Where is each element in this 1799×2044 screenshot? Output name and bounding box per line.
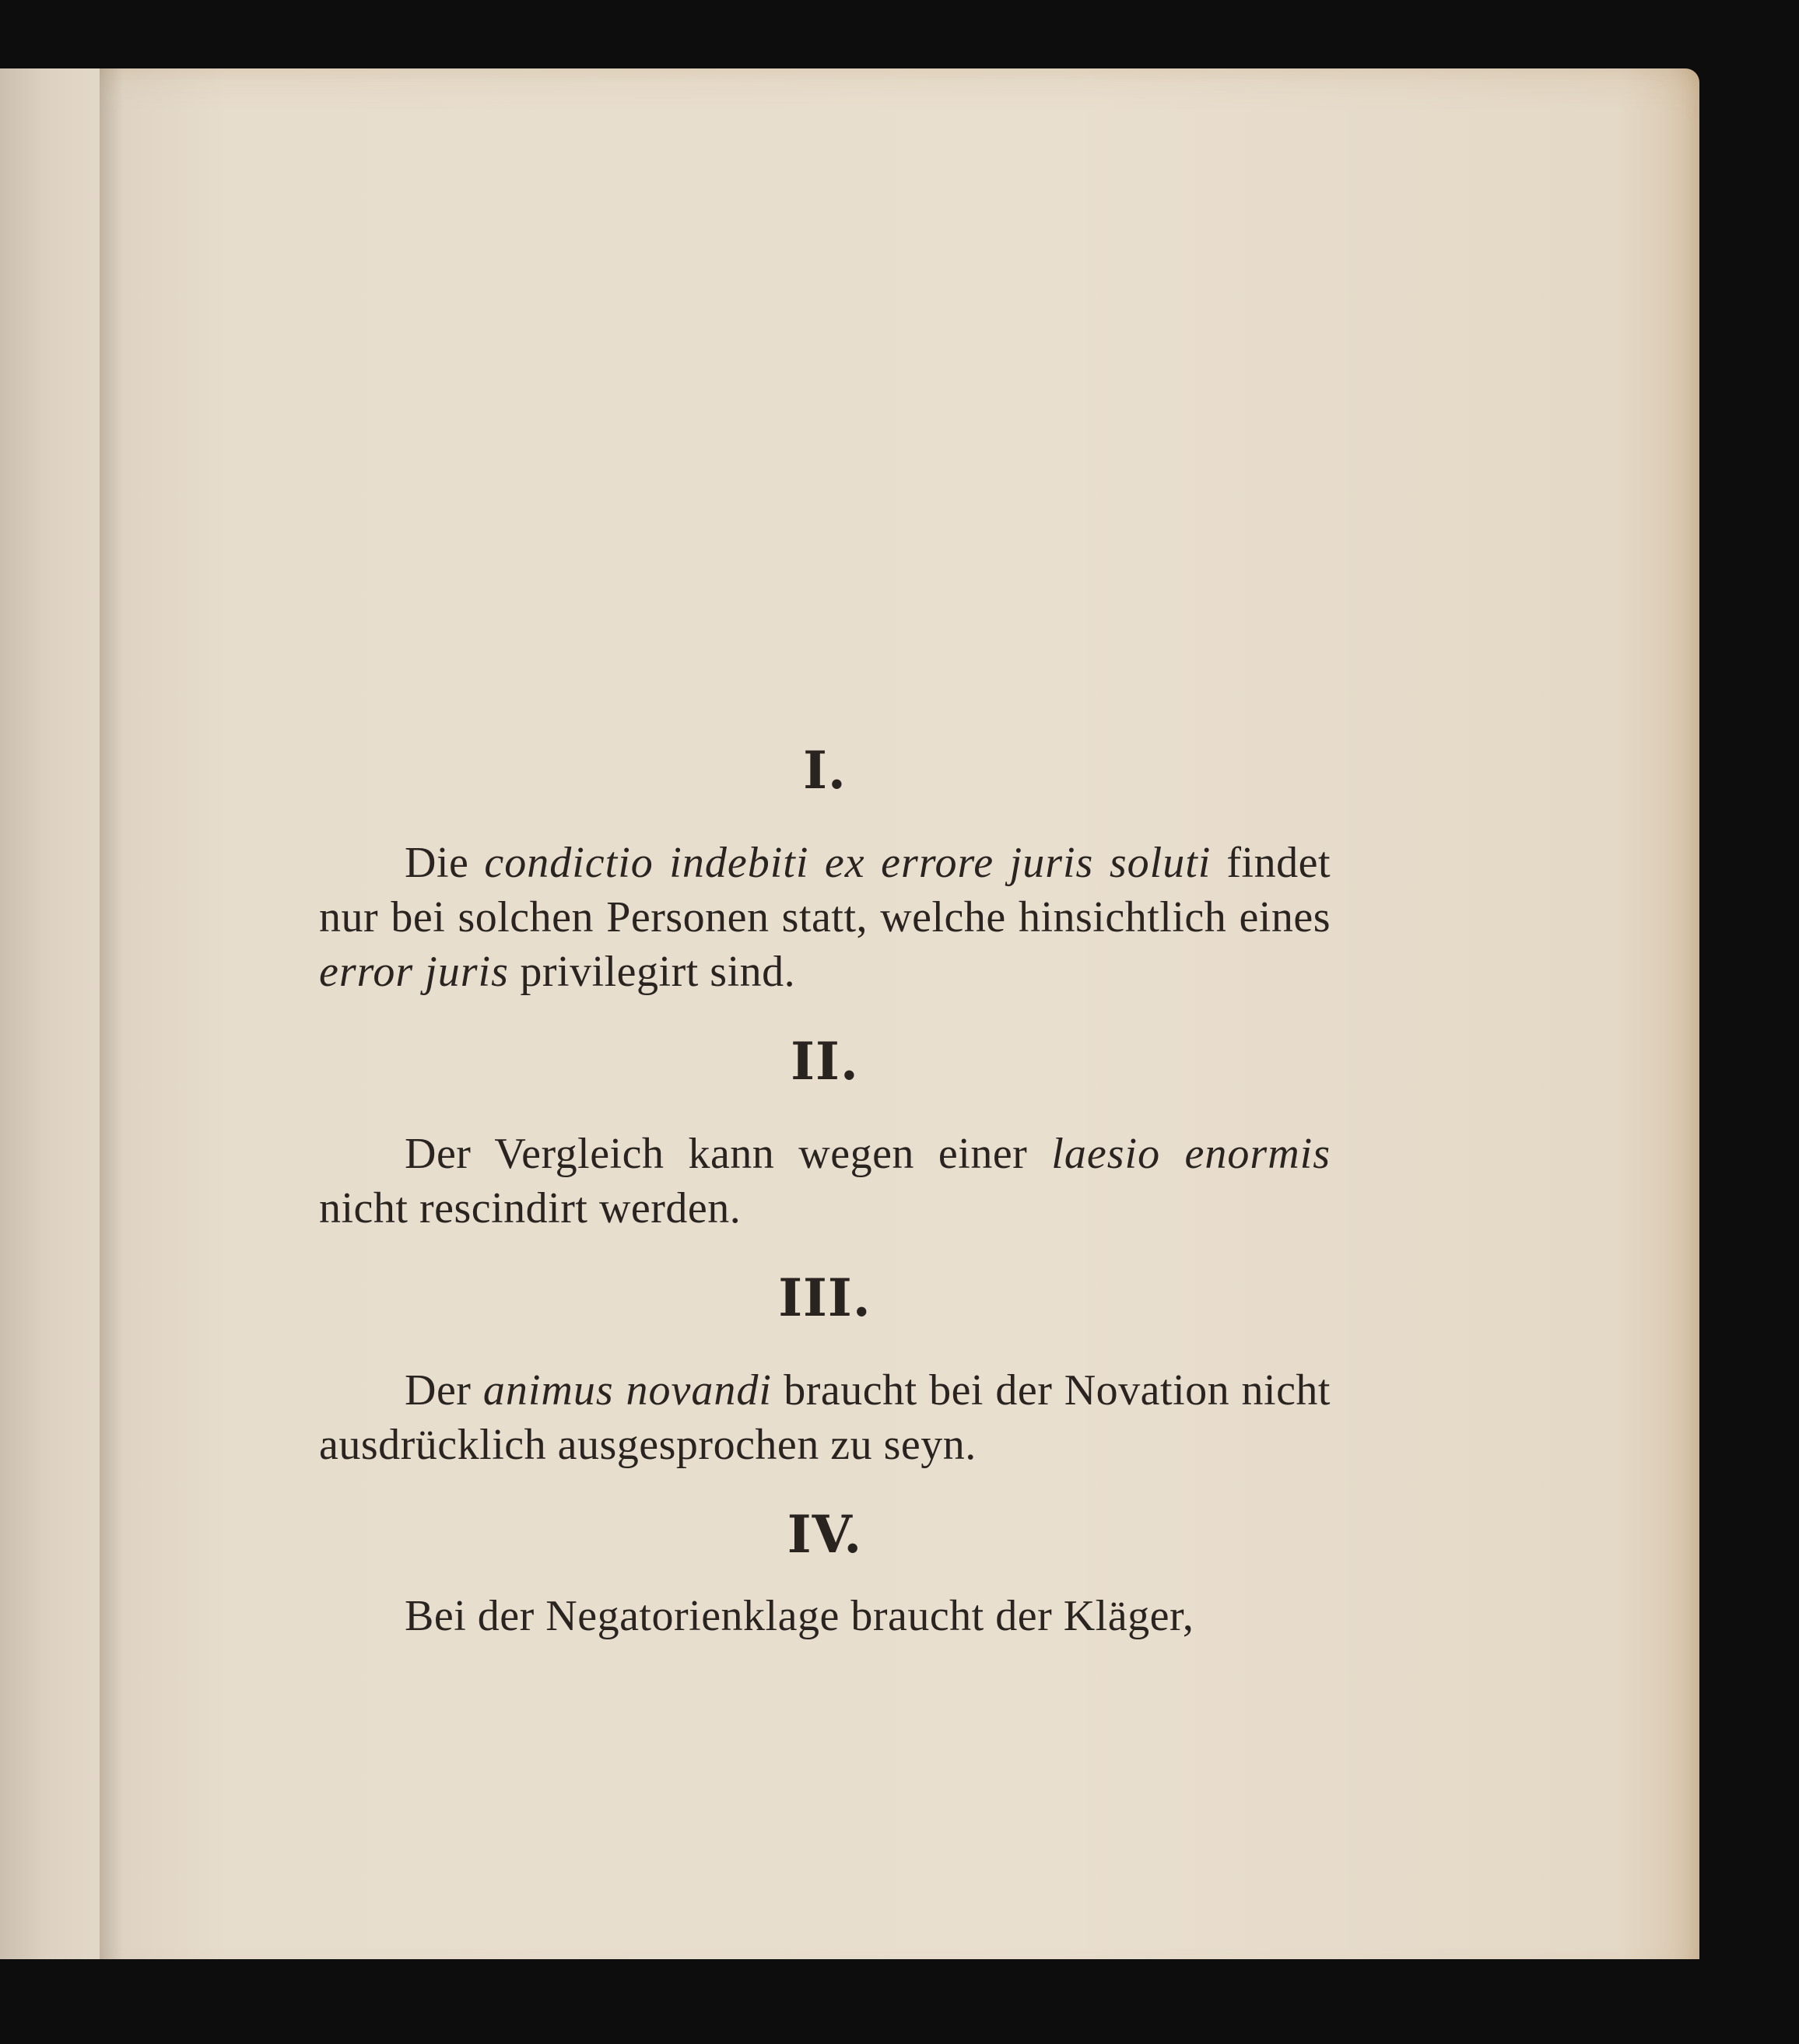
text-run-italic: laesio enormis	[1051, 1130, 1331, 1178]
text-run: Die	[405, 839, 485, 887]
text-run: braucht bei der Novation nicht ausdrücklich ausgesprochen zu seyn.	[319, 1366, 1331, 1469]
section-numeral: I.	[803, 740, 847, 801]
text-run: findet nur bei solchen Personen statt, welche hinsichtlich eines	[319, 839, 1331, 941]
text-run: Bei der Negatorienklage braucht der Kläger,	[405, 1592, 1194, 1640]
text-run: Der Vergleich kann wegen einer	[405, 1130, 1052, 1178]
text-run-italic: error juris	[319, 948, 509, 996]
page-gutter	[100, 68, 123, 1959]
section-numeral: III.	[778, 1267, 871, 1328]
section-numeral: IV.	[787, 1504, 863, 1565]
section-text	[319, 836, 1331, 999]
text-run: privilegirt sind.	[508, 948, 796, 996]
text-run: nicht rescindirt werden.	[319, 1184, 742, 1232]
text-run: Der	[405, 1366, 483, 1415]
text-run-italic: animus novandi	[482, 1366, 772, 1415]
text-run-italic: condictio indebiti ex errore juris soluti	[484, 839, 1212, 887]
section-numeral: II.	[791, 1031, 859, 1092]
section-text	[319, 1363, 1331, 1472]
section-text	[319, 1127, 1331, 1236]
page-content	[319, 739, 1331, 1643]
section-text	[319, 1589, 1331, 1643]
